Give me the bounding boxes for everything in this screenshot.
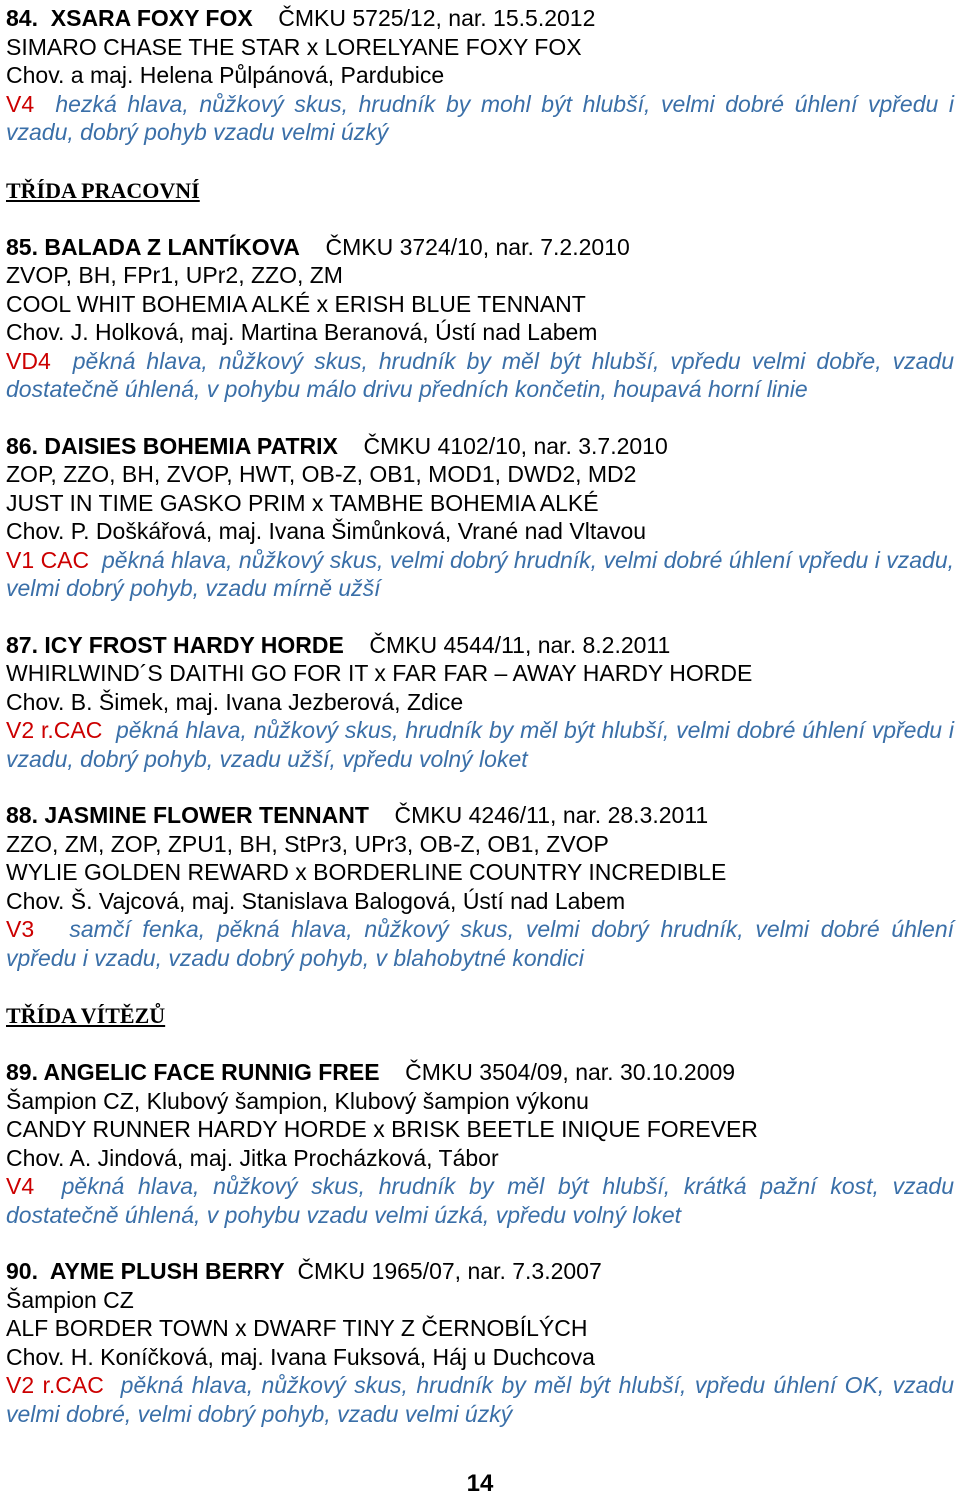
breeder-owner: Chov. A. Jindová, maj. Jitka Procházková, Tábor [6,1144,499,1171]
entry-86 [6,432,954,603]
titles: ZOP, ZZO, BH, ZVOP, HWT, OB-Z, OB1, MOD1, DWD2, MD2 [6,461,637,487]
registration: ČMKU 4246/11, nar. 28.3.2011 [394,802,709,828]
entry-header [6,1058,954,1087]
breeder-owner: Chov. H. Koníčková, maj. Ivana Fuksová, Háj u Duchcova [6,1343,595,1370]
entry-header [6,4,954,33]
grade: V3 [6,916,35,942]
document-page [6,4,954,1428]
registration: ČMKU 3504/09, nar. 30.10.2009 [405,1059,736,1085]
judgement [6,90,954,147]
judgement [6,546,954,603]
registration: ČMKU 4102/10, nar. 3.7.2010 [363,432,668,459]
entry-header [6,432,954,461]
description: pěkná hlava, nůžkový skus, hrudník by měl být hlubší, krátká pažní kost, vzadu dostatečně úhlená, v pohybu vzadu velmi úzká, vpředu volný loket [6,1173,955,1228]
dog-name: DAISIES BOHEMIA PATRIX [44,432,338,459]
entry-number: 85. [6,233,38,260]
description: pěkná hlava, nůžkový skus, hrudník by měl být hlubší, vpředu velmi dobře, vzadu dostatečně úhlená, v pohybu málo drivu předních končetin, houpavá horní linie [6,347,954,402]
breeder-owner: Chov. a maj. Helena Půlpánová, Pardubice [6,62,445,88]
entry-87 [6,631,954,774]
breeder-owner: Chov. J. Holková, maj. Martina Beranová, Ústí nad Labem [6,319,598,345]
parents: WHIRLWIND´S DAITHI GO FOR IT x FAR FAR – AWAY HARDY HORDE [6,660,753,686]
parents: JUST IN TIME GASKO PRIM x TAMBHE BOHEMIA ALKÉ [6,489,599,516]
parents: COOL WHIT BOHEMIA ALKÉ x ERISH BLUE TENNANT [6,290,586,317]
parents: SIMARO CHASE THE STAR x LORELYANE FOXY FOX [6,33,582,60]
parents: WYLIE GOLDEN REWARD x BORDERLINE COUNTRY INCREDIBLE [6,859,727,885]
parents: CANDY RUNNER HARDY HORDE x BRISK BEETLE INIQUE FOREVER [6,1116,758,1142]
dog-name: AYME PLUSH BERRY [49,1258,285,1284]
titles: ZVOP, BH, FPr1, UPr2, ZZO, ZM [6,262,343,288]
entry-90 [6,1257,954,1428]
breeder-owner: Chov. P. Doškářová, maj. Ivana Šimůnková, Vrané nad Vltavou [6,518,647,544]
registration: ČMKU 5725/12, nar. 15.5.2012 [278,5,596,31]
grade: V4 [6,90,35,117]
judgement [6,716,954,773]
entry-84 [6,4,954,147]
dog-name: XSARA FOXY FOX [50,5,253,31]
page-number: 14 [466,1470,494,1497]
description: hezká hlava, nůžkový skus, hrudník by mohl být hlubší, velmi dobré úhlení vpředu i vzadu, dobrý pohyb vzadu velmi úzký [6,90,955,145]
breeder-owner: Chov. B. Šimek, maj. Ivana Jezberová, Zdice [6,688,464,715]
dog-name: BALADA Z LANTÍKOVA [44,233,300,260]
entry-header [6,233,954,262]
entry-number: 88. [6,802,38,828]
entry-number: 90. [6,1258,38,1284]
dog-name: ANGELIC FACE RUNNIG FREE [43,1059,380,1085]
entry-header [6,801,954,830]
registration: ČMKU 1965/07, nar. 7.3.2007 [297,1258,602,1284]
parents: ALF BORDER TOWN x DWARF TINY Z ČERNOBÍLÝCH [6,1315,588,1341]
grade: V2 r.CAC [6,1372,104,1398]
titles: Šampion CZ [6,1286,134,1313]
entry-number: 89. [6,1059,38,1085]
titles: ZZO, ZM, ZOP, ZPU1, BH, StPr3, UPr3, OB-Z, OB1, ZVOP [6,830,609,857]
grade: V1 CAC [6,546,90,573]
class-heading-champions: TŘÍDA VÍTĚZŮ [6,1003,166,1028]
judgement [6,1172,954,1229]
titles: Šampion CZ, Klubový šampion, Klubový šampion výkonu [6,1087,589,1114]
entry-85 [6,233,954,404]
entry-number: 86. [6,432,38,459]
grade: V2 r.CAC [6,717,103,743]
breeder-owner: Chov. Š. Vajcová, maj. Stanislava Balogová, Ústí nad Labem [6,887,626,914]
description: pěkná hlava, nůžkový skus, hrudník by měl být hlubší, velmi dobré úhlení vpředu i vzadu, dobrý pohyb, vzadu užší, vpředu volný loket [6,717,955,772]
judgement [6,1371,954,1428]
description: samčí fenka, pěkná hlava, nůžkový skus, velmi dobrý hrudník, velmi dobré úhlení vpředu i vzadu, vzadu dobrý pohyb, v blahobytné kondici [6,916,955,971]
grade: VD4 [6,347,51,374]
entry-header [6,631,954,660]
judgement [6,347,954,404]
judgement [6,915,954,972]
description: pěkná hlava, nůžkový skus, hrudník by měl být hlubší, vpředu úhlení OK, vzadu velmi dobré, velmi dobrý pohyb, vzadu velmi úzký [6,1372,955,1427]
entry-number: 87. [6,631,38,658]
entry-number: 84. [6,5,38,31]
registration: ČMKU 3724/10, nar. 7.2.2010 [325,233,630,260]
dog-name: JASMINE FLOWER TENNANT [44,802,369,828]
dog-name: ICY FROST HARDY HORDE [44,631,344,658]
entry-header [6,1257,954,1286]
entry-89 [6,1058,954,1229]
grade: V4 [6,1173,35,1199]
registration: ČMKU 4544/11, nar. 8.2.2011 [369,631,671,658]
description: pěkná hlava, nůžkový skus, velmi dobrý hrudník, velmi dobré úhlení vpředu i vzadu, velmi dobrý pohyb, vzadu mírně užší [6,546,955,601]
entry-88 [6,801,954,972]
class-heading-working: TŘÍDA PRACOVNÍ [6,177,200,203]
